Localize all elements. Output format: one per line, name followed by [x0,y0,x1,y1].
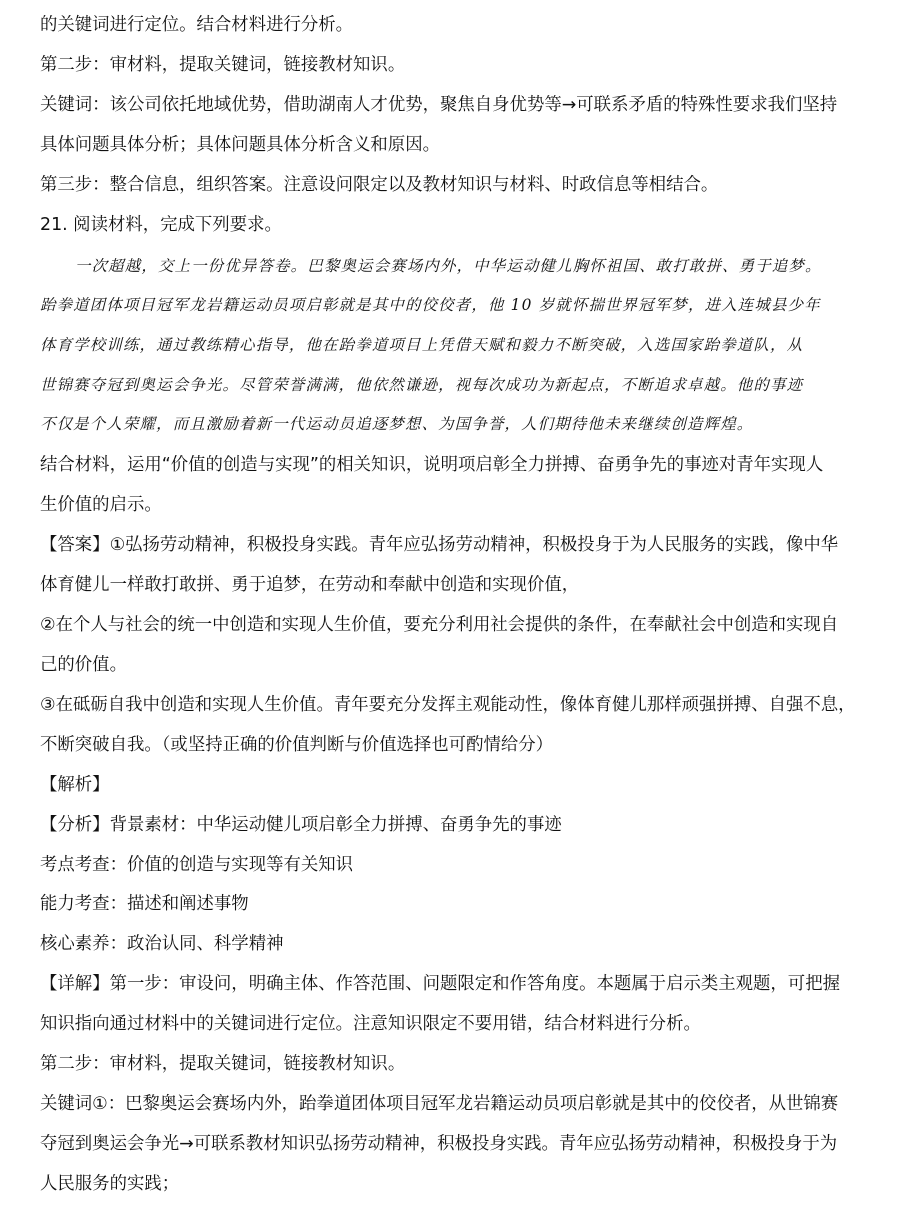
answer-line: 【答案】①弘扬劳动精神，积极投身实践。青年应弘扬劳动精神，积极投身于为人民服务的实践，像中华 [40,535,839,555]
text-line: 关键词：该公司依托地域优势，借助湖南人才优势，聚焦自身优势等→可联系矛盾的特殊性要求我们坚持 [40,95,838,115]
answer-line: 不断突破自我。（或坚持正确的价值判断与价值选择也可酌情给分） [40,735,554,755]
analysis-heading: 【解析】 [40,775,110,795]
question-heading: 21. 阅读材料，完成下列要求。 [40,215,282,235]
text-line: 的关键词进行定位。结合材料进行分析。 [40,15,354,35]
analysis-line: 【分析】背景素材：中华运动健儿项启彰全力拼搏、奋勇争先的事迹 [40,815,562,835]
answer-line: ②在个人与社会的统一中创造和实现人生价值，要充分利用社会提供的条件，在奉献社会中创造和实现自 [40,615,839,635]
detail-line: 【详解】第一步：审设问，明确主体、作答范围、问题限定和作答角度。本题属于启示类主观题，可把握 [40,974,840,994]
analysis-line: 核心素养：政治认同、科学精神 [40,934,284,954]
material-line: 一次超越，交上一份优异答卷。巴黎奥运会赛场内外，中华运动健儿胸怀祖国、敢打敢拼、勇于追梦。 [75,257,822,275]
text-line: 生价值的启示。 [40,495,162,515]
material-line: 不仅是个人荣耀，而且激励着新一代运动员追逐梦想、为国争誉，人们期待他未来继续创造辉煌。 [40,415,754,433]
detail-line: 关键词①：巴黎奥运会赛场内外，跆拳道团体项目冠军龙岩籍运动员项启彰就是其中的佼佼者，从世锦赛 [40,1094,839,1114]
analysis-line: 能力考查：描述和阐述事物 [40,894,249,914]
text-line: 结合材料，运用“价值的创造与实现”的相关知识，说明项启彰全力拼搏、奋勇争先的事迹对青年实现人 [40,455,824,475]
material-line: 跆拳道团体项目冠军龙岩籍运动员项启彰就是其中的佼佼者，他 10 岁就怀揣世界冠军梦，进入连城县少年 [40,296,821,314]
answer-line: 己的价值。 [40,655,127,675]
text-line: 具体问题具体分析；具体问题具体分析含义和原因。 [40,135,440,155]
answer-line: ③在砥砺自我中创造和实现人生价值。青年要充分发挥主观能动性，像体育健儿那样顽强拼搏、自强不息， [40,695,856,715]
answer-line: 体育健儿一样敢打敢拼、勇于追梦，在劳动和奉献中创造和实现价值， [40,575,580,595]
material-line: 体育学校训练，通过教练精心指导，他在跆拳道项目上凭借天赋和毅力不断突破，入选国家跆拳道队，从 [40,336,804,354]
detail-line: 知识指向通过材料中的关键词进行定位。注意知识限定不要用错，结合材料进行分析。 [40,1014,701,1034]
text-line: 第三步：整合信息，组织答案。注意设问限定以及教材知识与材料、时政信息等相结合。 [40,175,719,195]
detail-line: 夺冠到奥运会争光→可联系教材知识弘扬劳动精神，积极投身实践。青年应弘扬劳动精神，积极投身于为 [40,1134,838,1154]
text-line: 第二步：审材料，提取关键词，链接教材知识。 [40,55,406,75]
analysis-line: 考点考查：价值的创造与实现等有关知识 [40,855,354,875]
detail-line: 第二步：审材料，提取关键词，链接教材知识。 [40,1054,406,1074]
detail-line: 人民服务的实践； [40,1174,180,1194]
material-line: 世锦赛夺冠到奥运会争光。尽管荣誉满满，他依然谦逊，视每次成功为新起点，不断追求卓越。他的事迹 [40,376,804,394]
